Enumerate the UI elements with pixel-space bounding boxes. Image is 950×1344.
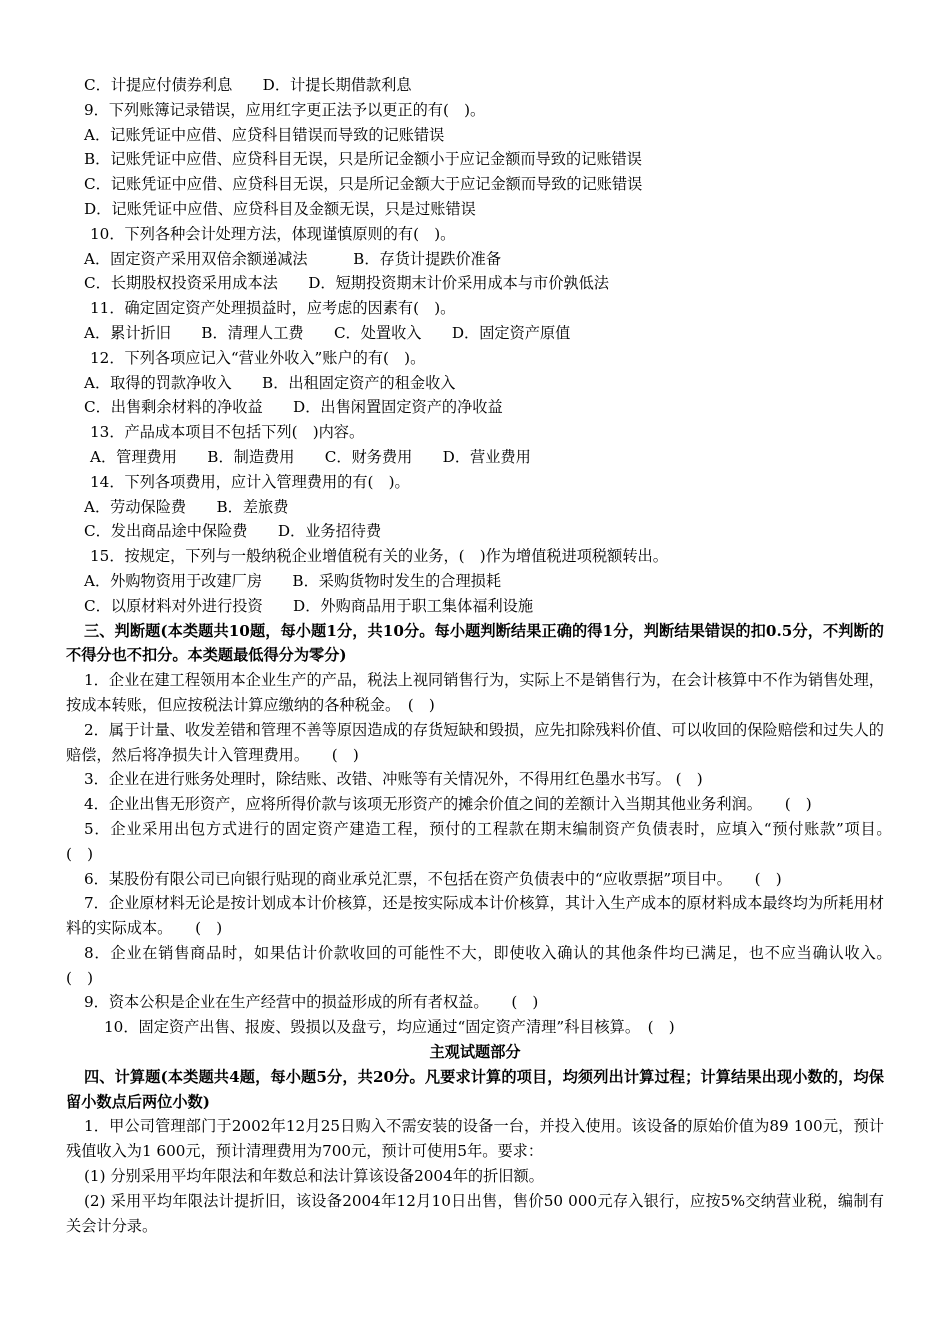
- text-line: 3．企业在进行账务处理时，除结账、改错、冲账等有关情况外，不得用红色墨水书写。 ( ): [84, 770, 703, 789]
- text-line: C．发出商品途中保险费 D．业务招待费: [84, 522, 382, 541]
- text-line: 10．下列各种会计处理方法，体现谨慎原则的有( )。: [90, 224, 456, 243]
- text-line: 8．企业在销售商品时，如果估计价款收回的可能性不大，即使收入确认的其他条件均已满足，也不应当确认收入。 ( ): [66, 943, 915, 987]
- text-line: 12．下列各项应记入“营业外收入”账户的有( )。: [90, 348, 426, 367]
- text-line: 4．企业出售无形资产，应将所得价款与该项无形资产的摊余价值之间的差额计入当期其他业务利润。 ( ): [84, 795, 812, 814]
- text-line: A．累计折旧 B．清理人工费 C．处置收入 D．固定资产原值: [84, 323, 571, 342]
- text-line: A．固定资产采用双倍余额递减法 B．存货计提跌价准备: [84, 249, 502, 268]
- text-line: (1) 分别采用平均年限法和年数总和法计算该设备2004年的折旧额。: [84, 1167, 544, 1186]
- text-line: A．记账凭证中应借、应贷科目错误而导致的记账错误: [84, 125, 445, 144]
- text-line: D．记账凭证中应借、应贷科目及金额无误，只是过账错误: [84, 199, 476, 218]
- section-heading: 主观试题部分: [429, 1043, 521, 1062]
- text-line: 15．按规定，下列与一般纳税企业增值税有关的业务，( )作为增值税进项税额转出。: [90, 547, 668, 566]
- text-line: 11．确定固定资产处理损益时，应考虑的因素有( )。: [90, 299, 456, 318]
- text-line: 1．企业在建工程领用本企业生产的产品，税法上视同销售行为，实际上不是销售行为，在会计核算中不作为销售处理，按成本转账，但应按税法计算应缴纳的各种税金。 ( ): [66, 671, 884, 714]
- section-instruction: 三、判断题(本类题共10题，每小题1分，共10分。每小题判断结果正确的得1分，判断结果错误的扣0.5分，不判断的不得分也不扣分。本类题最低得分为零分): [66, 621, 884, 665]
- text-line: C．长期股权投资采用成本法 D．短期投资期末计价采用成本与市价孰低法: [84, 274, 609, 293]
- text-line: 1．甲公司管理部门于2002年12月25日购入不需安装的设备一台，并投入使用。该设备的原始价值为89 100元，预计残值收入为1 600元，预计清理费用为700元，预计可使用5年。要求：: [66, 1117, 884, 1161]
- text-line: C．出售剩余材料的净收益 D．出售闲置固定资产的净收益: [84, 398, 503, 417]
- text-line: B．记账凭证中应借、应贷科目无误，只是所记金额小于应记金额而导致的记账错误: [84, 150, 642, 169]
- text-line: 9．下列账簿记录错误，应用红字更正法予以更正的有( )。: [84, 100, 486, 119]
- text-line: 10．固定资产出售、报废、毁损以及盘亏，均应通过“固定资产清理”科目核算。 ( ): [104, 1018, 675, 1037]
- text-line: 13．产品成本项目不包括下列( )内容。: [90, 423, 365, 442]
- text-line: A．管理费用 B．制造费用 C．财务费用 D．营业费用: [90, 447, 531, 466]
- text-line: C．计提应付债券利息 D．计提长期借款利息: [84, 76, 412, 94]
- text-line: 14．下列各项费用，应计入管理费用的有( )。: [90, 472, 410, 491]
- text-line: 2．属于计量、收发差错和管理不善等原因造成的存货短缺和毁损，应先扣除残料价值、可以收回的保险赔偿和过失人的赔偿，然后将净损失计入管理费用。 ( ): [66, 720, 884, 764]
- text-line: A．取得的罚款净收入 B．出租固定资产的租金收入: [84, 373, 456, 392]
- text-line: C．以原材料对外进行投资 D．外购商品用于职工集体福利设施: [84, 596, 534, 615]
- text-line: A．劳动保险费 B．差旅费: [84, 497, 289, 516]
- text-line: 7．企业原材料无论是按计划成本计价核算，还是按实际成本计价核算，其计入生产成本的原材料成本最终均为所耗用材料的实际成本。 ( ): [66, 894, 884, 938]
- text-line: 5．企业采用出包方式进行的固定资产建造工程，预付的工程款在期末编制资产负债表时，应填入“预付账款”项目。 ( ): [66, 819, 900, 863]
- text-line: 9．资本公积是企业在生产经营中的损益形成的所有者权益。 ( ): [84, 993, 539, 1012]
- text-line: (2) 采用平均年限法计提折旧，该设备2004年12月10日出售，售价50 000元存入银行，应按5%交纳营业税，编制有关会计分录。: [66, 1191, 884, 1235]
- section-instruction: 四、计算题(本类题共4题，每小题5分，共20分。凡要求计算的项目，均须列出计算过程；计算结果出现小数的，均保留小数点后两位小数): [66, 1067, 884, 1111]
- text-line: 6．某股份有限公司已向银行贴现的商业承兑汇票，不包括在资产负债表中的“应收票据”项目中。 ( ): [84, 869, 782, 888]
- text-line: A．外购物资用于改建厂房 B．采购货物时发生的合理损耗: [84, 571, 502, 590]
- document-body: [66, 73, 915, 1238]
- text-line: C．记账凭证中应借、应贷科目无误，只是所记金额大于应记金额而导致的记账错误: [84, 175, 643, 194]
